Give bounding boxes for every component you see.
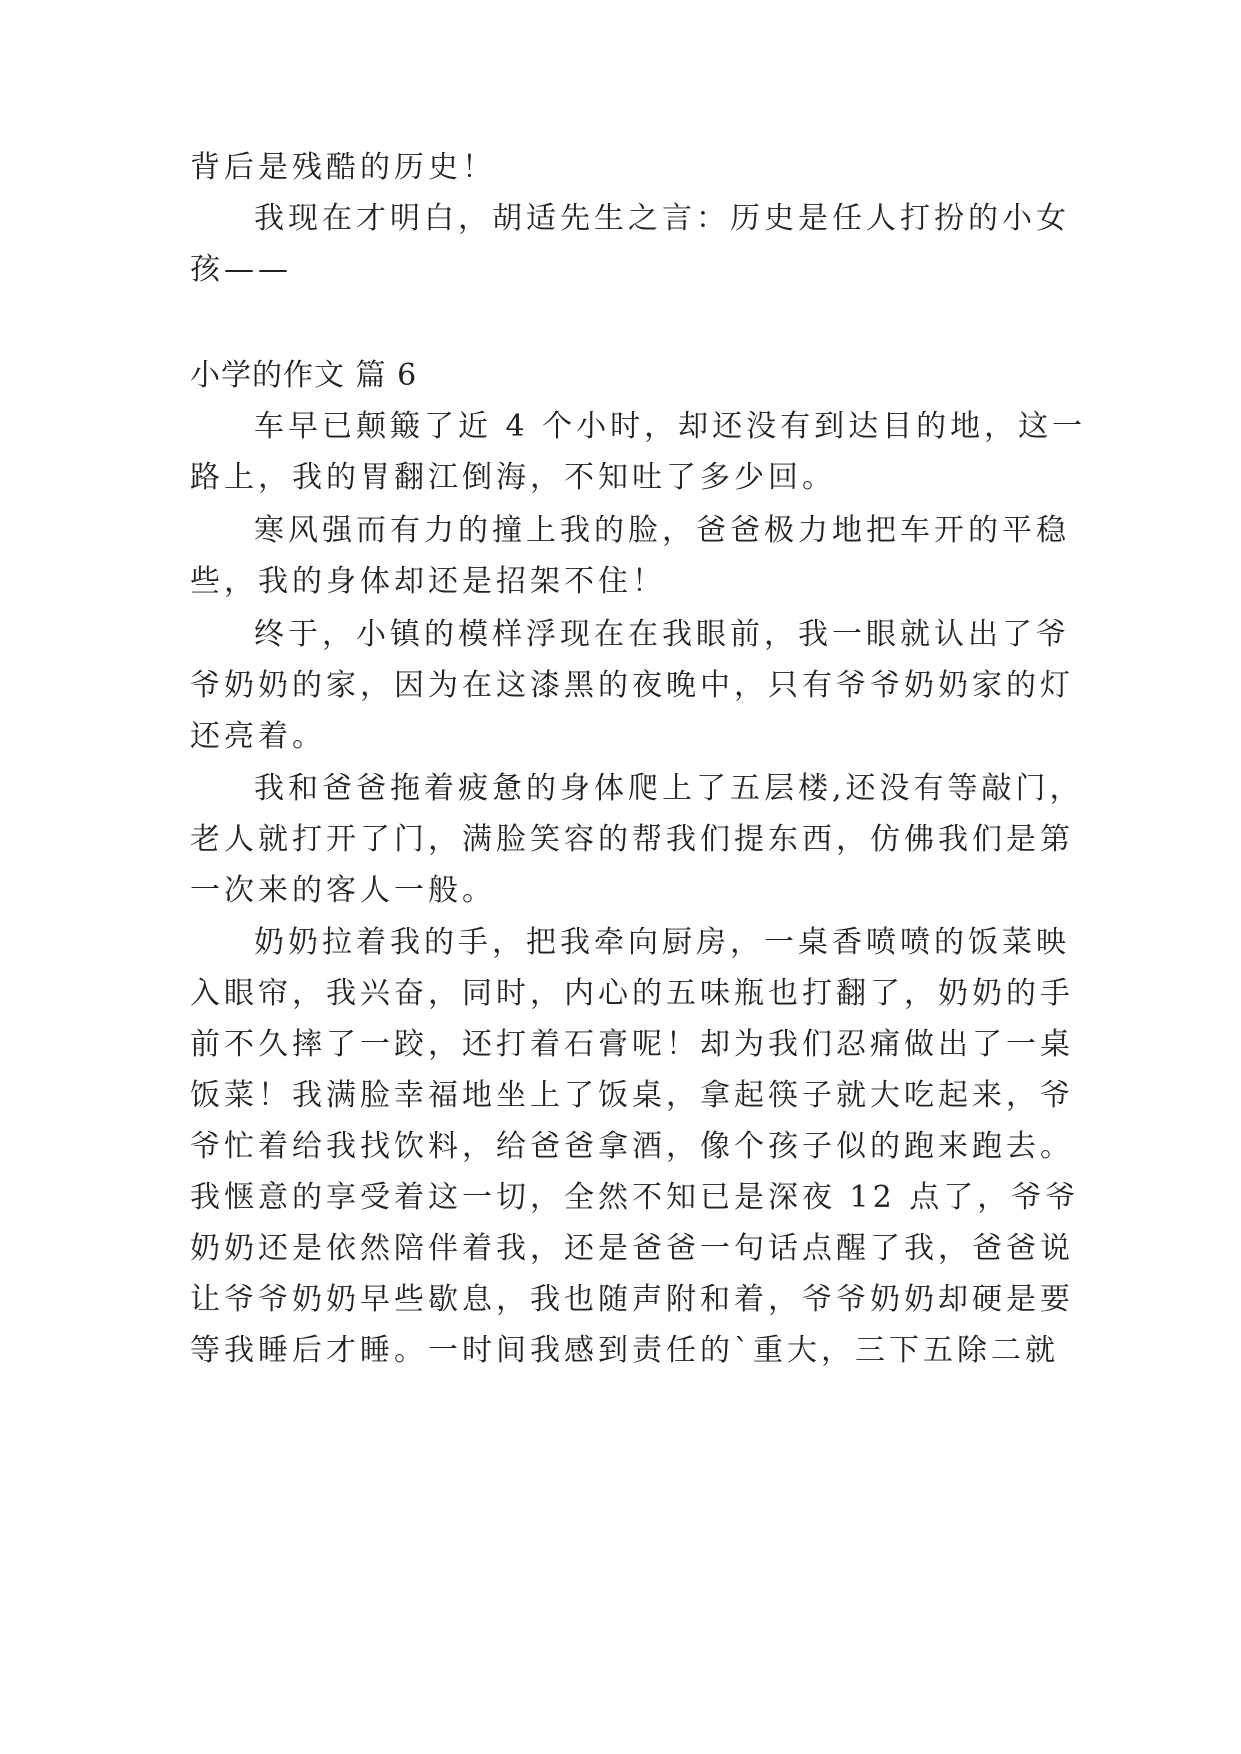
- paragraph-line: 一次来的客人一般。: [190, 873, 496, 908]
- paragraph-line: 寒风强而有力的撞上我的脸，爸爸极力地把车开的平稳: [254, 513, 1070, 548]
- paragraph-line: 奶奶拉着我的手，把我牵向厨房，一桌香喷喷的饭菜映: [254, 925, 1070, 960]
- paragraph-line: 饭菜！我满脸幸福地坐上了饭桌，拿起筷子就大吃起来，爷: [190, 1078, 1074, 1113]
- paragraph-line: 还亮着。: [190, 719, 326, 754]
- paragraph-line: 我和爸爸拖着疲惫的身体爬上了五层楼,还没有等敲门，: [254, 771, 1084, 806]
- paragraph-line: 我现在才明白，胡适先生之言：历史是任人打扮的小女: [254, 201, 1070, 236]
- paragraph-line: 些，我的身体却还是招架不住！: [190, 564, 666, 599]
- paragraph-line: 老人就打开了门，满脸笑容的帮我们提东西，仿佛我们是第: [190, 822, 1074, 857]
- paragraph-line: 背后是残酷的历史！: [190, 150, 496, 185]
- paragraph-line: 等我睡后才睡。一时间我感到责任的`重大，三下五除二就: [190, 1333, 1059, 1368]
- paragraph-line: 孩——: [190, 252, 292, 287]
- paragraph-line: 终于，小镇的模样浮现在在我眼前，我一眼就认出了爷: [254, 617, 1070, 652]
- paragraph-line: 入眼帘，我兴奋，同时，内心的五味瓶也打翻了，奶奶的手: [190, 976, 1074, 1011]
- paragraph-line: 爷奶奶的家，因为在这漆黑的夜晚中，只有爷爷奶奶家的灯: [190, 668, 1074, 703]
- paragraph-line: 爷忙着给我找饮料，给爸爸拿酒，像个孩子似的跑来跑去。: [190, 1129, 1074, 1164]
- paragraph-line: 车早已颠簸了近 4 个小时，却还没有到达目的地，这一: [254, 409, 1087, 444]
- paragraph-line: 我惬意的享受着这一切，全然不知已是深夜 12 点了，爷爷: [190, 1180, 1080, 1215]
- paragraph-line: 前不久摔了一跤，还打着石膏呢！却为我们忍痛做出了一桌: [190, 1027, 1074, 1062]
- paragraph-line: 让爷爷奶奶早些歇息，我也随声附和着，爷爷奶奶却硬是要: [190, 1282, 1074, 1317]
- section-heading: 小学的作文 篇 6: [190, 358, 418, 393]
- paragraph-line: 路上，我的胃翻江倒海，不知吐了多少回。: [190, 460, 836, 495]
- paragraph-line: 奶奶还是依然陪伴着我，还是爸爸一句话点醒了我，爸爸说: [190, 1231, 1074, 1266]
